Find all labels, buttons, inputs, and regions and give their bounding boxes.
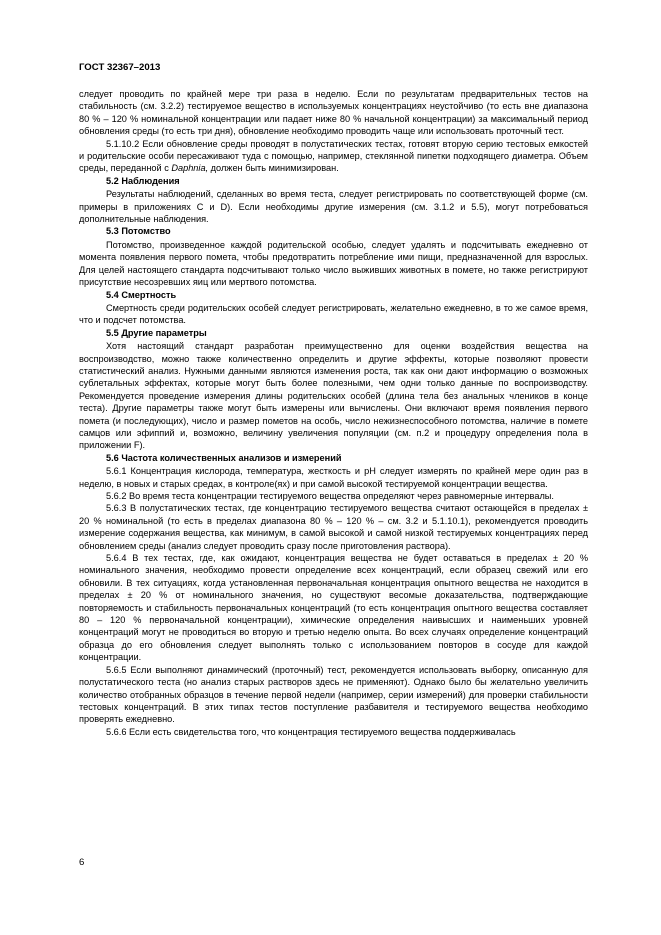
section-heading-5-5: 5.5 Другие параметры (106, 327, 207, 338)
paragraph-5-6-4: 5.6.4 В тех тестах, где, как ожидают, концентрация вещества не будет оставаться в пределах ± 20 % номинального значения, необходимо провести определение всех концентраций, если образец свежий или его обновили. В тех ситуациях, когда установленная первоначальная концентрация опытного вещества не находится в пределах ± 20 % от номинального значения, но существуют весомые доказательства, подтверждающие повторяемость и стабильность первоначальных концентраций (то есть концентрация опытного вещества составляет 80 – 120 % первоначальной концентрации), химические определения наивысших и наименьших уровней концентраций могут не проводиться во вторую и третью неделю опыта. Во всех случаях определение концентраций образца до его обновления следует выполнять только с использованием повторов в сосуде для каждой концентрации. (79, 553, 588, 663)
paragraph: Хотя настоящий стандарт разработан преимущественно для оценки воздействия вещества на воспроизводство, можно также количественно определить и другие эффекты, которые позволяют провести статистический анализ. Нужными данными являются изменения роста, так как они дают информацию о возможных сублетальных эффектах, которые могут быть более полезными, чем одни только данные по воспроизводству. Рекомендуется проведение измерения длины родительских особей (длина тела без анальных члеников в конце теста). Другие параметры также могут быть измерены или вычислены. Они включают время появления первого помета (и последующих), число и размер пометов на особь, число нежизнеспособного потомства, наличие в помете самцов или эфиппий и, возможно, величину увеличения популяции (см. п.2 и процедуру определения пола в приложении F). (79, 341, 588, 451)
paragraph-text: должен быть минимизирован. (208, 163, 339, 174)
section-heading-5-4: 5.4 Смертность (106, 289, 177, 300)
paragraph-5-6-5: 5.6.5 Если выполняют динамический (проточный) тест, рекомендуется использовать выборку, описанную для полустатического теста (но анализ старых растворов здесь не применяют). Однако было бы желательно увеличить количество отобранных образцов в течение первой недели (например, серии измерений) для проверки стабильности тестовых концентраций. В этих типах тестов поступление разбавителя и тестируемого вещества необходимо проверять ежедневно. (79, 664, 588, 725)
paragraph: следует проводить по крайней мере три раза в неделю. Если по результатам предварительных тестов на стабильность (см. 3.2.2) тестируемое вещество в используемых концентрациях неустойчиво (то есть вне диапазона 80 % – 120 % номинальной концентрации или падает ниже 80 % начальной концентрации) за максимальный период обновления среды (то есть три дня), обновление необходимо проводить чаще или использовать проточный тест. (79, 89, 588, 137)
paragraph: Результаты наблюдений, сделанных во время теста, следует регистрировать по соответствующей форме (см. примеры в приложениях С и D). Если необходимы другие измерения (см. 3.1.2 и 5.5), могут потребоваться дополнительные наблюдения. (79, 189, 588, 225)
paragraph-5-6-3: 5.6.3 В полустатических тестах, где концентрацию тестируемого вещества считают остающейся в пределах ± 20 % номинальной (то есть в пределах диапазона 80 % – 120 % – см. 3.2 и 5.1.10.1), рекомендуется проводить измерение содержания вещества, как минимум, в самой высокой и самой низкой тестируемых концентрациях перед обновлением среды (анализ следует проводить сразу после приготовления раствора). (79, 503, 588, 551)
document-body (79, 88, 588, 738)
paragraph-5-6-1: 5.6.1 Концентрация кислорода, температура, жесткость и pH следует измерять по крайней мере один раз в неделю, в новых и старых средах, в контроле(ях) и при самой высокой тестируемой концентрации вещества. (79, 466, 588, 489)
section-heading-5-3: 5.3 Потомство (106, 226, 171, 237)
standard-code-header: ГОСТ 32367–2013 (79, 62, 161, 73)
paragraph: Потомство, произведенное каждой родительской особью, следует удалять и подсчитывать ежедневно от момента появления первого помета, чтобы предотвратить потребление ими пищи, предназначенной для взрослых. Для целей настоящего стандарта подсчитывают только число выживших животных в помете, но также регистрируют присутствие несозревших яиц или мертвого потомства. (79, 239, 588, 288)
page-number: 6 (79, 857, 85, 868)
paragraph: Смертность среди родительских особей следует регистрировать, желательно ежедневно, в то же самое время, что и подсчет потомства. (79, 302, 588, 326)
paragraph-5-6-2: 5.6.2 Во время теста концентрации тестируемого вещества определяют через равномерные интервалы. (106, 491, 554, 501)
paragraph-5-1-10-2 (79, 138, 588, 175)
section-heading-5-6: 5.6 Частота количественных анализов и измерений (106, 452, 342, 463)
paragraph-5-6-6: 5.6.6 Если есть свидетельства того, что концентрация тестируемого вещества поддерживалась (106, 726, 516, 737)
paragraph-text: 5.1.10.2 Если обновление среды проводят в полустатических тестах, готовят вторую серию тестовых емкостей и родительские особи пересаживают туда с помощью, например, стеклянной пипетки подходящего диаметра. Объем среды, переданной с (79, 138, 588, 174)
section-heading-5-2: 5.2 Наблюдения (106, 175, 180, 186)
italic-term: Daphnia, (171, 163, 209, 174)
